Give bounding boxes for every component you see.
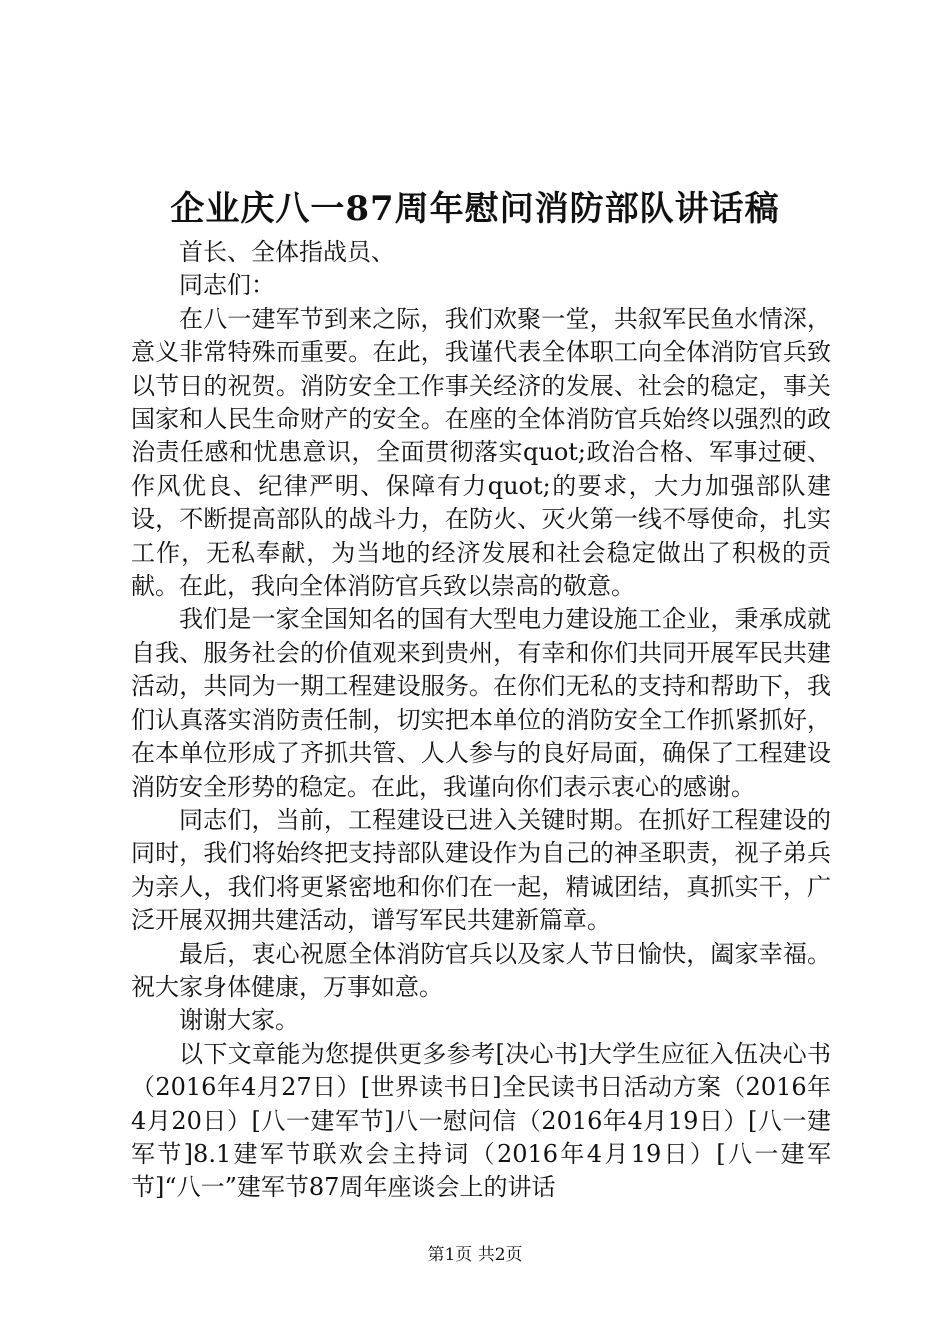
- body-paragraph: 在八一建军节到来之际，我们欢聚一堂，共叙军民鱼水情深，意义非常特殊而重要。在此，我谨代表全体职工向全体消防官兵致以节日的祝贺。消防安全工作事关经济的发展、社会的稳定，事关国家和人民生命财产的安全。在座的全体消防官兵始终以强烈的政治责任感和忧患意识，全面贯彻落实quot;政治合格、军事过硬、作风优良、纪律严明、保障有力quot;的要求，大力加强部队建设，不断提高部队的战斗力，在防火、灭火第一线不辱使命，扎实工作，无私奉献，为当地的经济发展和社会稳定做出了积极的贡献。在此，我向全体消防官兵致以崇高的敬意。: [131, 304, 831, 601]
- body-paragraph: 同志们，当前，工程建设已进入关键时期。在抓好工程建设的同时，我们将始终把支持部队建设作为自己的神圣职责，视子弟兵为亲人，我们将更紧密地和你们在一起，精诚团结，真抓实干，广泛开展双拥共建活动，谱写军民共建新篇章。: [131, 805, 831, 935]
- document-title: 企业庆八一87周年慰问消防部队讲话稿: [170, 189, 780, 229]
- body-paragraph: 我们是一家全国知名的国有大型电力建设施工企业，秉承成就自我、服务社会的价值观来到贵州，有幸和你们共同开展军民共建活动，共同为一期工程建设服务。在你们无私的支持和帮助下，我们认真落实消防责任制，切实把本单位的消防安全工作抓紧抓好，在本单位形成了齐抓共管、人人参与的良好局面，确保了工程建设消防安全形势的稳定。在此，我谨向你们表示衷心的感谢。: [131, 605, 831, 801]
- closing-line: 谢谢大家。: [179, 1006, 299, 1035]
- related-articles: 以下文章能为您提供更多参考[决心书]大学生应征入伍决心书（2016年4月27日）[世界读书日]全民读书日活动方案（2016年4月20日）[八一建军节]八一慰问信（2016年4月19日）[八一建军节]8.1建军节联欢会主持词（2016年4月19日）[八一建军节]“八一”建军节87周年座谈会上的讲话: [131, 1039, 831, 1202]
- body-paragraph: 最后，衷心祝愿全体消防官兵以及家人节日愉快，阖家幸福。祝大家身体健康，万事如意。: [131, 939, 831, 1001]
- document-body: [131, 236, 831, 1205]
- page-number: 第1页 共2页: [427, 1245, 523, 1265]
- salutation-1: 首长、全体指战员、: [179, 238, 395, 266]
- salutation-2: 同志们：: [179, 271, 275, 300]
